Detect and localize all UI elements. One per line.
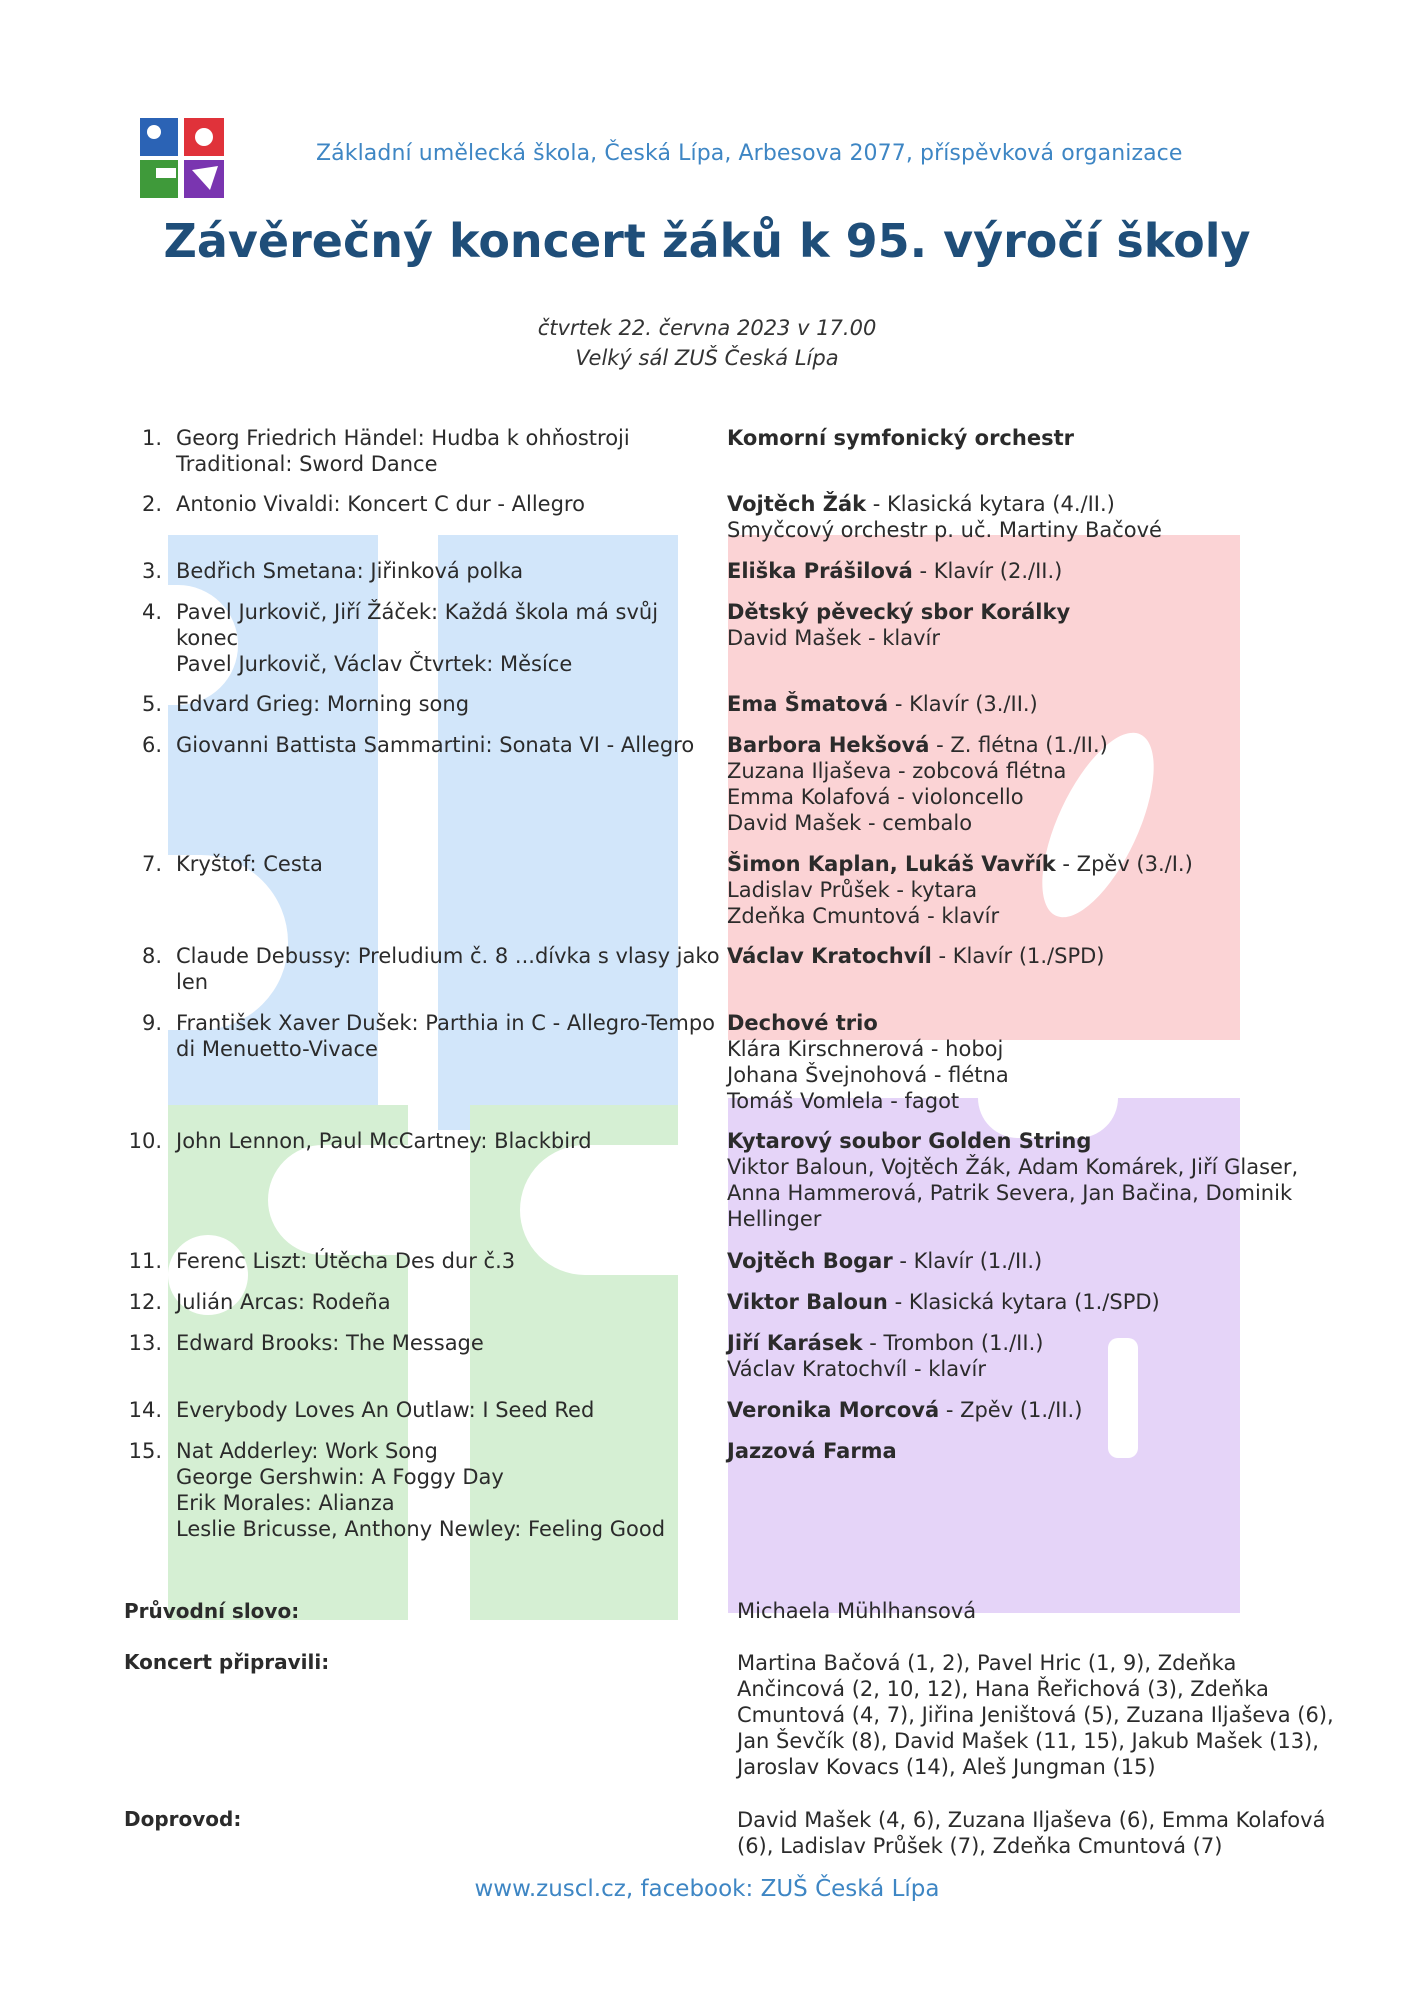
- piece-line: George Gershwin: A Foggy Day: [176, 1465, 504, 1489]
- piece-line: Julián Arcas: Rodeña: [176, 1290, 391, 1314]
- program-item-performers: [727, 425, 1414, 451]
- performer-line: [727, 1128, 1414, 1154]
- prepared-line: Jaroslav Kovacs (14), Aleš Jungman (15): [737, 1755, 1156, 1779]
- performer-name-bold: Komorní symfonický orchestr: [727, 426, 1074, 450]
- program-item-performers: [727, 732, 1414, 836]
- piece-line: Everybody Loves An Outlaw: I Seed Red: [176, 1398, 595, 1422]
- program-item-pieces: [176, 691, 726, 717]
- prepared-text: [737, 1650, 1334, 1780]
- performer-line: [727, 851, 1414, 877]
- piece-line: John Lennon, Paul McCartney: Blackbird: [176, 1129, 592, 1153]
- program-item-performers: [727, 1248, 1414, 1274]
- piece-line: Claude Debussy: Preludium č. 8 ...dívka s vlasy jako: [176, 944, 720, 968]
- performer-line: [727, 1289, 1414, 1315]
- performer-line: [727, 691, 1414, 717]
- performer-line: [727, 558, 1414, 584]
- performer-name-bold: Václav Kratochvíl: [727, 944, 932, 968]
- program-item-performers: [727, 558, 1414, 584]
- performer-line: [727, 1154, 1414, 1180]
- program-item-number: 11.: [128, 1249, 162, 1273]
- piece-line: di Menuetto-Vivace: [176, 1037, 378, 1061]
- watermark-green-left: [168, 1105, 408, 1620]
- performer-line: [727, 1248, 1414, 1274]
- piece-line: len: [176, 970, 209, 994]
- performer-line: [727, 1330, 1414, 1356]
- program-item-pieces: [176, 732, 726, 758]
- piece-line: Edward Brooks: The Message: [176, 1331, 484, 1355]
- performer-name-bold: Kytarový soubor Golden String: [727, 1129, 1092, 1153]
- accompaniment-text: [737, 1807, 1326, 1859]
- performer-detail: Zuzana Iljaševa - zobcová flétna: [727, 759, 1067, 783]
- piece-line: Nat Adderley: Work Song: [176, 1439, 438, 1463]
- program-item-pieces: [176, 491, 726, 517]
- piece-line: Pavel Jurkovič, Václav Čtvrtek: Měsíce: [176, 652, 573, 676]
- program-item-number: 8.: [141, 944, 162, 968]
- performer-name-bold: Jiří Karásek: [727, 1331, 863, 1355]
- piece-line: František Xaver Dušek: Parthia in C - Allegro-Tempo: [176, 1011, 716, 1035]
- performer-line: [727, 943, 1414, 969]
- performer-line: [727, 1010, 1414, 1036]
- program-item-pieces: [176, 1397, 726, 1423]
- intro-line: Michaela Mühlhansová: [737, 1599, 977, 1623]
- performer-name-bold: Veronika Morcová: [727, 1398, 940, 1422]
- piece-line: Leslie Bricusse, Anthony Newley: Feeling Good: [176, 1517, 666, 1541]
- performer-line: [727, 625, 1414, 651]
- performer-name-bold: Vojtěch Žák: [727, 492, 867, 516]
- performer-detail: Anna Hammerová, Patrik Severa, Jan Bačina, Dominik: [727, 1181, 1293, 1205]
- program-item-performers: [727, 1438, 1414, 1464]
- program-item-number: 14.: [128, 1398, 162, 1422]
- program-item-pieces: [176, 1438, 726, 1542]
- performer-name-bold: Barbora Hekšová: [727, 733, 930, 757]
- program-item-pieces: [176, 1010, 726, 1062]
- performer-detail: - Z. flétna (1./II.): [929, 733, 1108, 757]
- piece-line: Pavel Jurkovič, Jiří Žáček: Každá škola má svůj: [176, 600, 659, 624]
- performer-name-bold: Viktor Baloun: [727, 1290, 888, 1314]
- performer-line: [727, 732, 1414, 758]
- performer-detail: Hellinger: [727, 1207, 822, 1231]
- accompaniment-line: David Mašek (4, 6), Zuzana Iljaševa (6), Emma Kolafová: [737, 1808, 1326, 1832]
- program-item-pieces: [176, 1330, 726, 1356]
- program-item-performers: [727, 1289, 1414, 1315]
- performer-name-bold: Dětský pěvecký sbor Korálky: [727, 600, 1071, 624]
- performer-name-bold: Šimon Kaplan, Lukáš Vavřík: [727, 852, 1056, 876]
- performer-name-bold: Eliška Prášilová: [727, 559, 913, 583]
- performer-name-bold: Vojtěch Bogar: [727, 1249, 893, 1273]
- program-item-number: 1.: [141, 426, 162, 450]
- performer-name-bold: Dechové trio: [727, 1011, 878, 1035]
- performer-line: [727, 758, 1414, 784]
- accompaniment-line: (6), Ladislav Průšek (7), Zdeňka Cmuntová (7): [737, 1834, 1223, 1858]
- program-item-performers: [727, 691, 1414, 717]
- piece-line: konec: [176, 626, 239, 650]
- performer-detail: Klára Kirschnerová - hoboj: [727, 1037, 1004, 1061]
- performer-line: [727, 1397, 1414, 1423]
- performer-line: [727, 877, 1414, 903]
- performer-detail: David Mašek - cembalo: [727, 811, 973, 835]
- program-item-number: 7.: [141, 852, 162, 876]
- concert-title: Závěrečný koncert žáků k 95. výročí školy: [163, 214, 1251, 268]
- program-item-performers: [727, 1010, 1414, 1114]
- prepared-line: Ančincová (2, 10, 12), Hana Řeřichová (3), Zdeňka: [737, 1677, 1269, 1701]
- prepared-line: Cmuntová (4, 7), Jiřina Jeništová (5), Zuzana Iljaševa (6),: [737, 1703, 1334, 1727]
- program-item-number: 15.: [128, 1439, 162, 1463]
- website-link[interactable]: www.zuscl.cz, facebook: ZUŠ Česká Lípa: [474, 1876, 940, 1902]
- program-item-pieces: [176, 1248, 726, 1274]
- program-item-pieces: [176, 599, 726, 677]
- program-item-pieces: [176, 1128, 726, 1154]
- piece-line: Erik Morales: Alianza: [176, 1491, 395, 1515]
- program-item-performers: [727, 599, 1414, 651]
- piece-line: Bedřich Smetana: Jiřinková polka: [176, 559, 524, 583]
- performer-detail: Smyčcový orchestr p. uč. Martiny Bačové: [727, 518, 1162, 542]
- performer-name-bold: Ema Šmatová: [727, 692, 889, 716]
- performer-line: [727, 425, 1414, 451]
- piece-line: Edvard Grieg: Morning song: [176, 692, 470, 716]
- intro-label: Průvodní slovo:: [124, 1599, 300, 1623]
- performer-line: [727, 491, 1414, 517]
- concert-date: čtvrtek 22. června 2023 v 17.00: [537, 316, 877, 340]
- performer-detail: Tomáš Vomlela - fagot: [727, 1089, 960, 1113]
- program-item-pieces: [176, 425, 726, 477]
- performer-line: [727, 1036, 1414, 1062]
- school-logo: [140, 118, 224, 198]
- program-item-number: 4.: [141, 600, 162, 624]
- performer-detail: - Klasická kytara (1./SPD): [887, 1290, 1160, 1314]
- prepared-line: Martina Bačová (1, 2), Pavel Hric (1, 9), Zdeňka: [737, 1651, 1237, 1675]
- program-item-number: 3.: [141, 559, 162, 583]
- performer-detail: Zdeňka Cmuntová - klavír: [727, 904, 1000, 928]
- program-item-performers: [727, 491, 1414, 543]
- performer-detail: - Klavír (1./II.): [892, 1249, 1043, 1273]
- intro-text: [737, 1598, 1317, 1624]
- performer-line: [727, 1062, 1414, 1088]
- accompaniment-label: Doprovod:: [124, 1807, 242, 1831]
- program-item-number: 2.: [141, 492, 162, 516]
- piece-line: Traditional: Sword Dance: [176, 452, 438, 476]
- concert-venue: Velký sál ZUŠ Česká Lípa: [575, 346, 839, 370]
- program-item-number: 5.: [141, 692, 162, 716]
- performer-detail: - Klavír (1./SPD): [931, 944, 1105, 968]
- piece-line: Ferenc Liszt: Útěcha Des dur č.3: [176, 1249, 516, 1273]
- performer-detail: Johana Švejnohová - flétna: [727, 1063, 1009, 1087]
- performer-line: [727, 1438, 1414, 1464]
- performer-detail: - Zpěv (1./II.): [939, 1398, 1083, 1422]
- piece-line: Antonio Vivaldi: Koncert C dur - Allegro: [176, 492, 585, 516]
- performer-line: [727, 1206, 1414, 1232]
- performer-detail: - Klavír (3./II.): [888, 692, 1038, 716]
- school-name: Základní umělecká škola, Česká Lípa, Arbesova 2077, příspěvková organizace: [316, 141, 1183, 166]
- performer-line: [727, 1356, 1414, 1382]
- watermark-green-right: [470, 1105, 678, 1620]
- prepared-line: Jan Ševčík (8), David Mašek (11, 15), Jakub Mašek (13),: [737, 1729, 1319, 1753]
- program-item-pieces: [176, 1289, 726, 1315]
- program-item-pieces: [176, 943, 726, 995]
- performer-detail: - Klavír (2./II.): [912, 559, 1063, 583]
- performer-line: [727, 599, 1414, 625]
- performer-detail: Václav Kratochvíl - klavír: [727, 1357, 986, 1381]
- program-item-performers: [727, 1397, 1414, 1423]
- program-item-number: 10.: [128, 1129, 162, 1153]
- prepared-label: Koncert připravili:: [124, 1650, 330, 1674]
- piece-line: Georg Friedrich Händel: Hudba k ohňostroji: [176, 426, 630, 450]
- program-item-number: 6.: [141, 733, 162, 757]
- performer-name-bold: Jazzová Farma: [727, 1439, 897, 1463]
- program-item-performers: [727, 943, 1414, 969]
- performer-line: [727, 903, 1414, 929]
- program-item-performers: [727, 1128, 1414, 1232]
- program-item-performers: [727, 851, 1414, 929]
- performer-detail: - Zpěv (3./I.): [1055, 852, 1193, 876]
- performer-line: [727, 1180, 1414, 1206]
- performer-line: [727, 784, 1414, 810]
- program-item-performers: [727, 1330, 1414, 1382]
- performer-line: [727, 517, 1414, 543]
- performer-detail: - Trombon (1./II.): [862, 1331, 1044, 1355]
- performer-detail: - Klasická kytara (4./II.): [866, 492, 1115, 516]
- program-item-pieces: [176, 851, 726, 877]
- program-item-pieces: [176, 558, 726, 584]
- performer-line: [727, 1088, 1414, 1114]
- performer-detail: Emma Kolafová - violoncello: [727, 785, 1024, 809]
- piece-line: Kryštof: Cesta: [176, 852, 323, 876]
- performer-detail: Viktor Baloun, Vojtěch Žák, Adam Komárek, Jiří Glaser,: [727, 1155, 1299, 1179]
- performer-detail: Ladislav Průšek - kytara: [727, 878, 978, 902]
- piece-line: Giovanni Battista Sammartini: Sonata VI - Allegro: [176, 733, 695, 757]
- program-item-number: 12.: [128, 1290, 162, 1314]
- performer-detail: David Mašek - klavír: [727, 626, 941, 650]
- program-item-number: 9.: [141, 1011, 162, 1035]
- program-item-number: 13.: [128, 1331, 162, 1355]
- performer-line: [727, 810, 1414, 836]
